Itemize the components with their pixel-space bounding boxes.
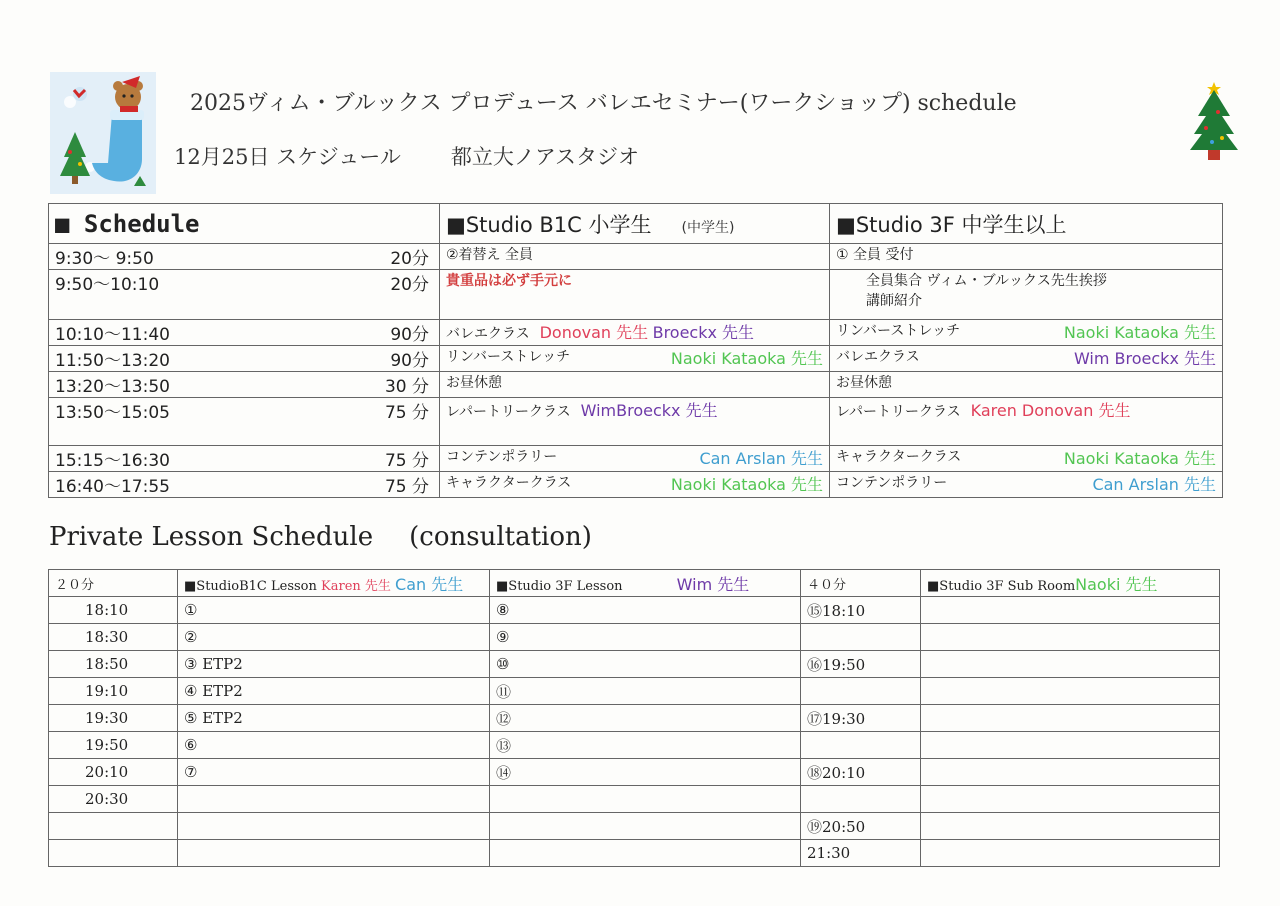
table-row — [49, 840, 1220, 867]
sub-room-slot — [921, 813, 1220, 840]
table-row — [49, 678, 1220, 705]
b1c-cell: 貴重品は必ず手元に — [440, 270, 830, 320]
slot-time: 18:30 — [49, 624, 178, 651]
slot-time: 20:10 — [49, 759, 178, 786]
long-slot: ⑯19:50 — [801, 651, 921, 678]
f3-cell: バレエクラス Wim Broeckx 先生 — [830, 346, 1223, 372]
table-row — [49, 651, 1220, 678]
slot-time: 18:10 — [49, 597, 178, 624]
private-header-row — [49, 570, 1220, 597]
f3-slot — [490, 840, 801, 867]
slot-time: 19:50 — [49, 732, 178, 759]
f3-slot — [490, 813, 801, 840]
slot-time: 18:50 — [49, 651, 178, 678]
time-cell: 10:10～11:40 90分 — [49, 320, 440, 346]
f3-slot — [490, 786, 801, 813]
christmas-stocking-illustration — [50, 72, 156, 194]
time-cell: 9:30～ 9:50 20分 — [49, 244, 440, 270]
b1c-cell: バレエクラス Donovan 先生 Broeckx 先生 — [440, 320, 830, 346]
b1c-slot — [178, 786, 490, 813]
b1c-slot — [178, 813, 490, 840]
sub-room-slot — [921, 705, 1220, 732]
sub-room-header: ■Studio 3F Sub RoomNaoki 先生 — [921, 570, 1220, 597]
long-slot: 21:30 — [801, 840, 921, 867]
page-title: 2025ヴィム・ブルックス プロデュース バレエセミナー(ワークショップ) schedule — [190, 91, 1017, 116]
time-cell: 15:15～16:30 75 分 — [49, 446, 440, 472]
table-row — [49, 320, 1223, 346]
b1c-slot: ④ ETP2 — [178, 678, 490, 705]
private-lesson-title: Private Lesson Schedule (consultation) — [49, 522, 592, 552]
f3-cell: レパートリークラス Karen Donovan 先生 — [830, 398, 1223, 446]
f3-cell: 全員集合 ヴィム・ブルックス先生挨拶 講師紹介 — [830, 270, 1223, 320]
table-row — [49, 398, 1223, 446]
time-cell: 16:40～17:55 75 分 — [49, 472, 440, 498]
schedule-table — [48, 203, 1223, 498]
b1c-slot: ⑦ — [178, 759, 490, 786]
b1c-cell: お昼休憩 — [440, 372, 830, 398]
long-slot: ⑱20:10 — [801, 759, 921, 786]
b1c-cell: キャラクタークラス Naoki Kataoka 先生 — [440, 472, 830, 498]
f3-slot: ⑭ — [490, 759, 801, 786]
b1c-slot: ③ ETP2 — [178, 651, 490, 678]
sub-room-slot — [921, 840, 1220, 867]
long-slot: ⑰19:30 — [801, 705, 921, 732]
table-row — [49, 759, 1220, 786]
table-row — [49, 705, 1220, 732]
table-row — [49, 786, 1220, 813]
table-row — [49, 472, 1223, 498]
schedule-header-row — [49, 204, 1223, 244]
time-cell: 9:50～10:10 20分 — [49, 270, 440, 320]
b1c-slot: ⑥ — [178, 732, 490, 759]
f3-slot: ⑬ — [490, 732, 801, 759]
f3-cell: お昼休憩 — [830, 372, 1223, 398]
table-row — [49, 244, 1223, 270]
f3-cell: キャラクタークラス Naoki Kataoka 先生 — [830, 446, 1223, 472]
time-cell: 13:50～15:05 75 分 — [49, 398, 440, 446]
f3-slot: ⑩ — [490, 651, 801, 678]
b1c-slot — [178, 840, 490, 867]
christmas-tree-illustration — [1186, 78, 1242, 164]
sub-room-slot — [921, 651, 1220, 678]
b1c-slot: ① — [178, 597, 490, 624]
table-row — [49, 270, 1223, 320]
long-slot — [801, 678, 921, 705]
table-row — [49, 372, 1223, 398]
sub-room-slot — [921, 786, 1220, 813]
sub-room-slot — [921, 624, 1220, 651]
table-row — [49, 446, 1223, 472]
slot-time: 19:10 — [49, 678, 178, 705]
table-row — [49, 624, 1220, 651]
table-row — [49, 597, 1220, 624]
long-slot — [801, 732, 921, 759]
date-line: 12月25日 スケジュール — [174, 145, 401, 169]
slot-time — [49, 840, 178, 867]
sub-room-slot — [921, 759, 1220, 786]
f3-cell: ① 全員 受付 — [830, 244, 1223, 270]
b1c-slot: ⑤ ETP2 — [178, 705, 490, 732]
schedule-header-time: ■ Schedule — [49, 204, 440, 244]
table-row — [49, 813, 1220, 840]
b1c-cell: ②着替え 全員 — [440, 244, 830, 270]
time-cell: 11:50～13:20 90分 — [49, 346, 440, 372]
f3-lesson-header: ■Studio 3F Lesson Wim 先生 — [490, 570, 801, 597]
b1c-lesson-header: ■StudioB1C Lesson Karen 先生 Can 先生 — [178, 570, 490, 597]
table-row — [49, 346, 1223, 372]
f3-slot: ⑧ — [490, 597, 801, 624]
b1c-cell: レパートリークラス WimBroeckx 先生 — [440, 398, 830, 446]
slot-time: 19:30 — [49, 705, 178, 732]
venue: 都立大ノアスタジオ — [450, 145, 640, 169]
schedule-header-b1c: ■Studio B1C 小学生 (中学生) — [440, 204, 830, 244]
f3-cell: コンテンポラリー Can Arslan 先生 — [830, 472, 1223, 498]
b1c-cell: コンテンポラリー Can Arslan 先生 — [440, 446, 830, 472]
sub-room-slot — [921, 597, 1220, 624]
page-subtitle — [174, 141, 639, 171]
b1c-cell: リンバーストレッチ Naoki Kataoka 先生 — [440, 346, 830, 372]
slot-time — [49, 813, 178, 840]
slot-time: 20:30 — [49, 786, 178, 813]
b1c-slot: ② — [178, 624, 490, 651]
time-cell: 13:20～13:50 30 分 — [49, 372, 440, 398]
table-row — [49, 732, 1220, 759]
f3-slot: ⑫ — [490, 705, 801, 732]
dur-20-header: ２０分 — [49, 570, 178, 597]
f3-slot: ⑨ — [490, 624, 801, 651]
long-slot — [801, 624, 921, 651]
long-slot: ⑮18:10 — [801, 597, 921, 624]
sub-room-slot — [921, 678, 1220, 705]
f3-cell: リンバーストレッチ Naoki Kataoka 先生 — [830, 320, 1223, 346]
schedule-header-3f: ■Studio 3F 中学生以上 — [830, 204, 1223, 244]
dur-40-header: ４０分 — [801, 570, 921, 597]
private-lesson-table — [48, 569, 1220, 867]
long-slot: ⑲20:50 — [801, 813, 921, 840]
f3-slot: ⑪ — [490, 678, 801, 705]
long-slot — [801, 786, 921, 813]
sub-room-slot — [921, 732, 1220, 759]
